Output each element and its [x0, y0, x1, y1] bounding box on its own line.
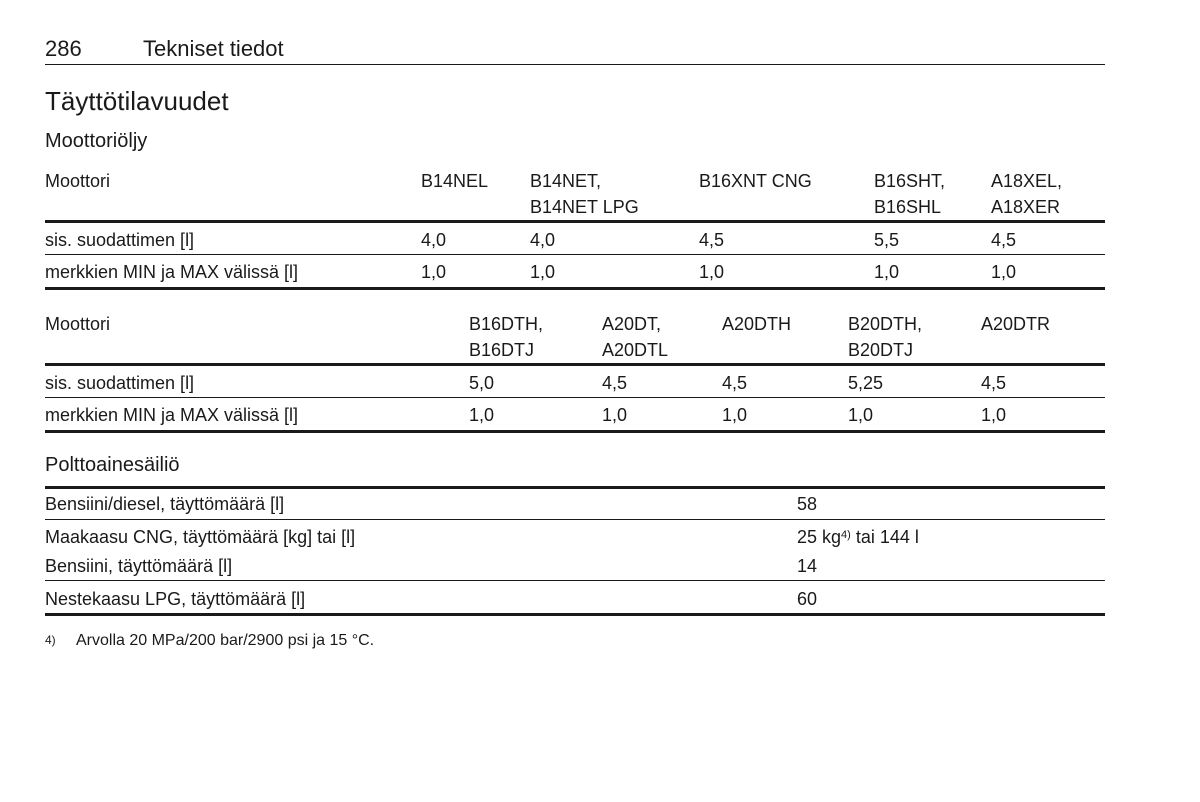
header-cell: A18XEL, A18XER	[991, 171, 1063, 217]
header-cell: B14NEL	[421, 171, 489, 191]
table-cell: 4,0	[421, 230, 447, 250]
table-cell: merkkien MIN ja MAX välissä [l]	[45, 262, 299, 282]
table-cell: 1,0	[469, 405, 495, 425]
table-cell: sis. suodattimen [l]	[45, 373, 195, 393]
footnote-ref: 4)	[841, 529, 851, 541]
header-divider	[45, 64, 1105, 65]
table-cell: 4,5	[981, 373, 1007, 393]
header-cell: B20DTH, B20DTJ	[848, 314, 923, 360]
table-cell: Nestekaasu LPG, täyttömäärä [l]	[45, 589, 306, 609]
table-cell: 1,0	[421, 262, 447, 282]
table-cell: 1,0	[602, 405, 628, 425]
table-rule	[45, 519, 1105, 520]
table-cell: 14	[797, 556, 818, 576]
table-rule	[45, 397, 1105, 398]
table-rule	[45, 580, 1105, 581]
header-cell: B16SHT, B16SHL	[874, 171, 946, 217]
header-cell: A20DT, A20DTL	[602, 314, 669, 360]
table-cell: 60	[797, 589, 818, 609]
table-rule	[45, 254, 1105, 255]
table-cell: Maakaasu CNG, täyttömäärä [kg] tai [l]	[45, 527, 356, 547]
header-cell: A20DTR	[981, 314, 1051, 334]
page-number: 286	[45, 36, 82, 61]
table-rule	[45, 486, 1105, 489]
table-cell: 1,0	[874, 262, 900, 282]
table-cell: 4,5	[602, 373, 628, 393]
table-cell: 1,0	[848, 405, 874, 425]
footnote-mark: 4)	[45, 633, 56, 647]
table-cell: 5,25	[848, 373, 884, 393]
table-cell: 1,0	[981, 405, 1007, 425]
table-cell: 4,0	[530, 230, 556, 250]
header-cell: B16DTH, B16DTJ	[469, 314, 544, 360]
table-cell: 1,0	[722, 405, 748, 425]
section-title: Tekniset tiedot	[143, 36, 284, 61]
table-cell-with-footnote	[797, 524, 919, 550]
table-cell: Bensiini, täyttömäärä [l]	[45, 556, 233, 576]
value-text: 25 kg	[797, 527, 842, 547]
header-cell: B14NET, B14NET LPG	[530, 171, 639, 217]
table-cell: 1,0	[991, 262, 1017, 282]
header-cell: A20DTH	[722, 314, 792, 334]
table-rule	[45, 363, 1105, 366]
table-cell: 1,0	[530, 262, 556, 282]
table-rule	[45, 613, 1105, 616]
header-cell: Moottori	[45, 171, 111, 191]
table-cell: 5,5	[874, 230, 900, 250]
table-cell: Bensiini/diesel, täyttömäärä [l]	[45, 494, 285, 514]
page-title: Täyttötilavuudet	[45, 86, 229, 116]
value-text: tai 144 l	[850, 527, 919, 547]
table-rule	[45, 287, 1105, 290]
header-cell: B16XNT CNG	[699, 171, 812, 191]
header-cell: Moottori	[45, 314, 111, 334]
table-cell: 5,0	[469, 373, 495, 393]
table-cell: 4,5	[991, 230, 1017, 250]
table-cell: 1,0	[699, 262, 725, 282]
table-rule	[45, 430, 1105, 433]
table-cell: 4,5	[722, 373, 748, 393]
fuel-heading: Polttoainesäiliö	[45, 454, 180, 476]
table-cell: merkkien MIN ja MAX välissä [l]	[45, 405, 299, 425]
footnote-text: Arvolla 20 MPa/200 bar/2900 psi ja 15 °C.	[76, 632, 375, 649]
table-cell: sis. suodattimen [l]	[45, 230, 195, 250]
table-cell: 58	[797, 494, 818, 514]
oil-heading: Moottoriöljy	[45, 130, 148, 152]
table-cell: 4,5	[699, 230, 725, 250]
table-rule	[45, 220, 1105, 223]
